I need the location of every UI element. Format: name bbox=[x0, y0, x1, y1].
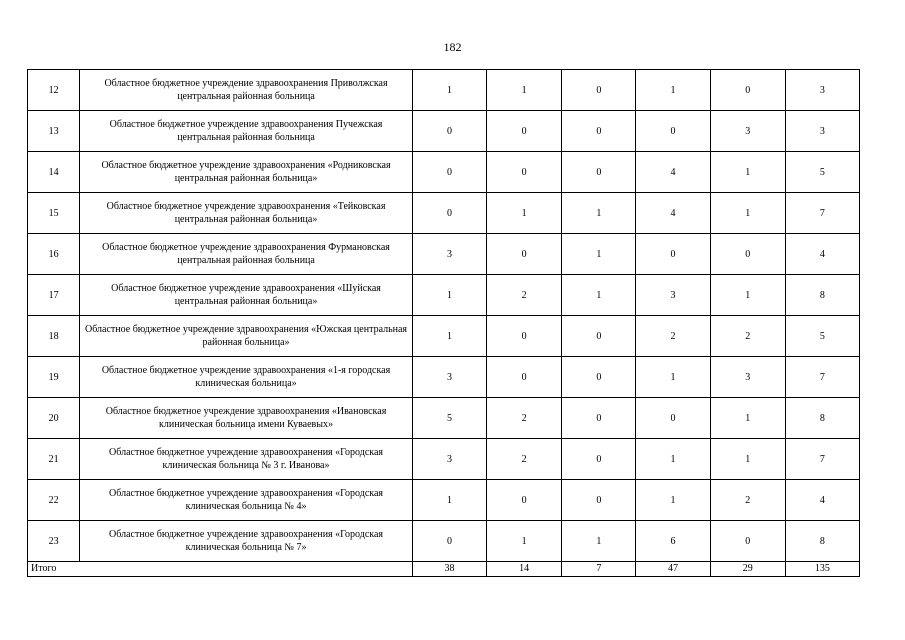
row-number: 13 bbox=[28, 111, 80, 152]
value-cell: 1 bbox=[710, 193, 785, 234]
grand-total-cell: 135 bbox=[785, 562, 859, 577]
institution-name: Областное бюджетное учреждение здравоохранения «Шуйская центральная районная больница» bbox=[80, 275, 413, 316]
value-cell: 1 bbox=[636, 439, 710, 480]
value-cell: 2 bbox=[487, 275, 562, 316]
value-cell: 3 bbox=[412, 234, 486, 275]
value-cell: 0 bbox=[562, 357, 636, 398]
value-cell: 2 bbox=[710, 480, 785, 521]
row-total-cell: 4 bbox=[785, 234, 859, 275]
value-cell: 0 bbox=[710, 70, 785, 111]
value-cell: 1 bbox=[562, 275, 636, 316]
total-value-cell: 38 bbox=[412, 562, 486, 577]
row-total-cell: 7 bbox=[785, 357, 859, 398]
value-cell: 0 bbox=[412, 521, 486, 562]
value-cell: 3 bbox=[636, 275, 710, 316]
total-value-cell: 29 bbox=[710, 562, 785, 577]
value-cell: 1 bbox=[487, 193, 562, 234]
value-cell: 0 bbox=[487, 234, 562, 275]
value-cell: 2 bbox=[710, 316, 785, 357]
value-cell: 3 bbox=[412, 439, 486, 480]
value-cell: 4 bbox=[636, 193, 710, 234]
total-value-cell: 47 bbox=[636, 562, 710, 577]
row-total-cell: 3 bbox=[785, 111, 859, 152]
row-total-cell: 8 bbox=[785, 521, 859, 562]
value-cell: 1 bbox=[562, 521, 636, 562]
institution-name: Областное бюджетное учреждение здравоохранения «Ивановская клиническая больница имени Куваевых» bbox=[80, 398, 413, 439]
table-row bbox=[28, 480, 860, 521]
value-cell: 0 bbox=[710, 234, 785, 275]
value-cell: 0 bbox=[412, 111, 486, 152]
value-cell: 3 bbox=[412, 357, 486, 398]
row-number: 12 bbox=[28, 70, 80, 111]
row-number: 14 bbox=[28, 152, 80, 193]
row-number: 19 bbox=[28, 357, 80, 398]
value-cell: 1 bbox=[487, 521, 562, 562]
value-cell: 0 bbox=[487, 316, 562, 357]
table-row bbox=[28, 193, 860, 234]
row-number: 15 bbox=[28, 193, 80, 234]
value-cell: 0 bbox=[487, 111, 562, 152]
value-cell: 0 bbox=[562, 70, 636, 111]
table-row bbox=[28, 439, 860, 480]
value-cell: 3 bbox=[710, 357, 785, 398]
table-row bbox=[28, 316, 860, 357]
table-row bbox=[28, 521, 860, 562]
hospital-statistics-table bbox=[27, 69, 860, 577]
total-value-cell: 7 bbox=[562, 562, 636, 577]
table-row bbox=[28, 398, 860, 439]
value-cell: 0 bbox=[487, 152, 562, 193]
row-total-cell: 7 bbox=[785, 193, 859, 234]
row-total-cell: 7 bbox=[785, 439, 859, 480]
value-cell: 1 bbox=[412, 70, 486, 111]
table-row bbox=[28, 70, 860, 111]
value-cell: 6 bbox=[636, 521, 710, 562]
value-cell: 3 bbox=[710, 111, 785, 152]
value-cell: 5 bbox=[412, 398, 486, 439]
value-cell: 0 bbox=[412, 193, 486, 234]
institution-name: Областное бюджетное учреждение здравоохранения «1-я городская клиническая больница» bbox=[80, 357, 413, 398]
table-row bbox=[28, 111, 860, 152]
row-total-cell: 4 bbox=[785, 480, 859, 521]
value-cell: 0 bbox=[487, 357, 562, 398]
institution-name: Областное бюджетное учреждение здравоохранения «Городская клиническая больница № 3 г. Иванова» bbox=[80, 439, 413, 480]
value-cell: 0 bbox=[487, 480, 562, 521]
value-cell: 1 bbox=[710, 398, 785, 439]
value-cell: 1 bbox=[636, 357, 710, 398]
value-cell: 0 bbox=[562, 316, 636, 357]
value-cell: 1 bbox=[562, 234, 636, 275]
row-number: 23 bbox=[28, 521, 80, 562]
institution-name: Областное бюджетное учреждение здравоохранения «Южская центральная районная больница» bbox=[80, 316, 413, 357]
value-cell: 1 bbox=[562, 193, 636, 234]
value-cell: 1 bbox=[710, 439, 785, 480]
value-cell: 0 bbox=[562, 480, 636, 521]
value-cell: 1 bbox=[636, 480, 710, 521]
institution-name: Областное бюджетное учреждение здравоохранения «Городская клиническая больница № 7» bbox=[80, 521, 413, 562]
table-body bbox=[28, 70, 860, 577]
value-cell: 1 bbox=[412, 480, 486, 521]
row-total-cell: 8 bbox=[785, 275, 859, 316]
table-row bbox=[28, 152, 860, 193]
value-cell: 1 bbox=[710, 275, 785, 316]
value-cell: 1 bbox=[412, 275, 486, 316]
row-total-cell: 5 bbox=[785, 316, 859, 357]
value-cell: 1 bbox=[487, 70, 562, 111]
value-cell: 0 bbox=[562, 439, 636, 480]
row-number: 18 bbox=[28, 316, 80, 357]
value-cell: 2 bbox=[487, 439, 562, 480]
value-cell: 1 bbox=[710, 152, 785, 193]
table-row bbox=[28, 234, 860, 275]
value-cell: 0 bbox=[562, 398, 636, 439]
value-cell: 1 bbox=[412, 316, 486, 357]
row-total-cell: 8 bbox=[785, 398, 859, 439]
institution-name: Областное бюджетное учреждение здравоохранения «Родниковская центральная районная больница» bbox=[80, 152, 413, 193]
institution-name: Областное бюджетное учреждение здравоохранения Фурмановская центральная районная больница bbox=[80, 234, 413, 275]
value-cell: 0 bbox=[562, 111, 636, 152]
value-cell: 0 bbox=[636, 398, 710, 439]
value-cell: 0 bbox=[636, 234, 710, 275]
value-cell: 0 bbox=[710, 521, 785, 562]
row-total-cell: 5 bbox=[785, 152, 859, 193]
institution-name: Областное бюджетное учреждение здравоохранения Пучежская центральная районная больница bbox=[80, 111, 413, 152]
row-total-cell: 3 bbox=[785, 70, 859, 111]
institution-name: Областное бюджетное учреждение здравоохранения «Городская клиническая больница № 4» bbox=[80, 480, 413, 521]
table-row bbox=[28, 275, 860, 316]
row-number: 22 bbox=[28, 480, 80, 521]
page-number: 182 bbox=[443, 40, 462, 54]
institution-name: Областное бюджетное учреждение здравоохранения Приволжская центральная районная больница bbox=[80, 70, 413, 111]
value-cell: 4 bbox=[636, 152, 710, 193]
total-label: Итого bbox=[28, 562, 413, 577]
value-cell: 1 bbox=[636, 70, 710, 111]
institution-name: Областное бюджетное учреждение здравоохранения «Тейковская центральная районная больница» bbox=[80, 193, 413, 234]
total-row bbox=[28, 562, 860, 577]
row-number: 20 bbox=[28, 398, 80, 439]
table-row bbox=[28, 357, 860, 398]
value-cell: 2 bbox=[487, 398, 562, 439]
value-cell: 2 bbox=[636, 316, 710, 357]
row-number: 17 bbox=[28, 275, 80, 316]
row-number: 16 bbox=[28, 234, 80, 275]
value-cell: 0 bbox=[412, 152, 486, 193]
value-cell: 0 bbox=[636, 111, 710, 152]
value-cell: 0 bbox=[562, 152, 636, 193]
total-value-cell: 14 bbox=[487, 562, 562, 577]
row-number: 21 bbox=[28, 439, 80, 480]
